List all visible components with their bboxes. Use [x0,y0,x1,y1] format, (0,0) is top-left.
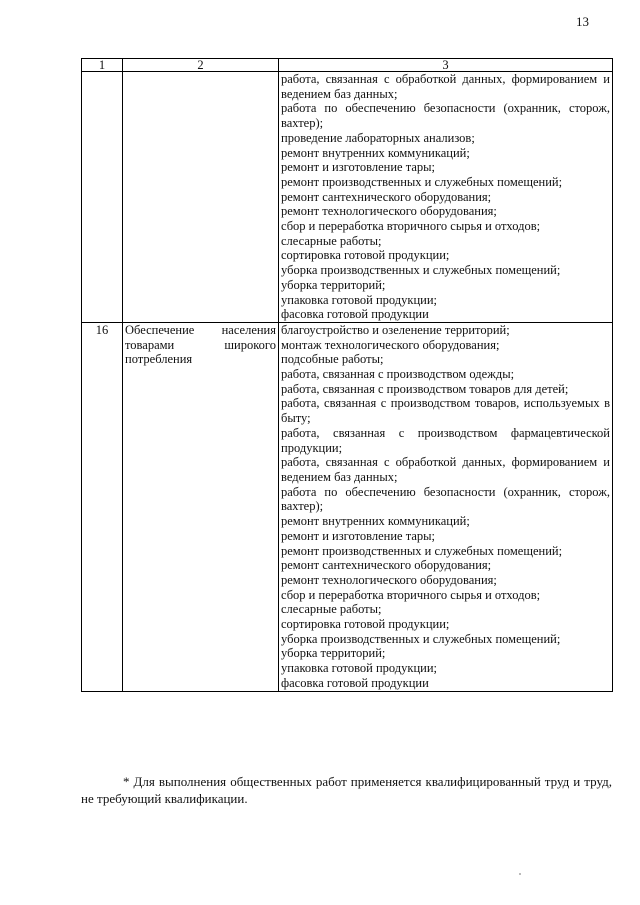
list-item: благоустройство и озеленение территорий; [281,322,510,337]
list-item: сортировка готовой продукции; [281,248,450,263]
list-item: ремонт производственных и служебных помещений; [281,174,563,189]
list-item: ремонт и изготовление тары; [281,160,435,175]
list-item: сбор и переработка вторичного сырья и отходов; [281,219,541,234]
list-item: ремонт технологического оборудования; [281,572,497,587]
list-item: ремонт внутренних коммуникаций; [281,145,470,160]
list-item: работа, связанная с обработкой данных, формированием и ведением баз данных; [281,72,610,101]
page-number: 13 [576,14,589,29]
list-item: подсобные работы; [281,352,384,367]
list-item: слесарные работы; [281,602,382,617]
list-item: фасовка готовой продукции [281,307,429,322]
list-item: ремонт внутренних коммуникаций; [281,514,470,529]
list-item: упаковка готовой продукции; [281,661,438,676]
public-works-table [81,58,613,692]
list-item: ремонт сантехнического оборудования; [281,189,492,204]
list-item: работа, связанная с обработкой данных, формированием и ведением баз данных; [281,455,610,484]
row-number [82,72,123,323]
list-item: работа по обеспечению безопасности (охранник, сторож, вахтер); [281,101,610,131]
list-item: работа по обеспечению безопасности (охранник, сторож, вахтер); [281,484,610,514]
list-item: монтаж технологического оборудования; [281,337,500,352]
list-item: уборка производственных и служебных помещений; [281,263,561,278]
table-row [82,72,613,323]
list-item: уборка производственных и служебных помещений; [281,631,561,646]
list-item: фасовка готовой продукции [281,675,429,690]
list-item: сортировка готовой продукции; [281,617,450,632]
header-col-1: 1 [82,59,123,72]
list-item: уборка территорий; [281,646,386,661]
row-description: Обеспечение населения товарами широкого потребления [123,322,279,691]
scan-speck [519,873,521,875]
list-item: работа, связанная с производством товаров для детей; [281,381,569,396]
list-item: работа, связанная с производством одежды; [281,367,515,382]
table-header-row [82,59,613,72]
list-item: работа, связанная с производством товаров, используемых в быту; [281,396,610,426]
row-description [123,72,279,323]
row-number: 16 [82,322,123,691]
list-item: проведение лабораторных анализов; [281,130,475,145]
list-item: уборка территорий; [281,277,386,292]
header-col-3: 3 [279,59,613,72]
list-item: упаковка готовой продукции; [281,292,438,307]
list-item: ремонт технологического оборудования; [281,204,497,219]
list-item: слесарные работы; [281,233,382,248]
list-item: ремонт производственных и служебных помещений; [281,543,563,558]
list-item: работа, связанная с производством фармацевтической продукции; [281,425,610,455]
works-list [279,322,613,691]
list-item: ремонт сантехнического оборудования; [281,558,492,573]
works-list [279,72,613,323]
footnote: * Для выполнения общественных работ применяется квалифицированный труд и труд, не требующий квалификации. [81,774,612,806]
list-item: сбор и переработка вторичного сырья и отходов; [281,587,541,602]
list-item: ремонт и изготовление тары; [281,528,435,543]
table-row [82,322,613,691]
header-col-2: 2 [123,59,279,72]
